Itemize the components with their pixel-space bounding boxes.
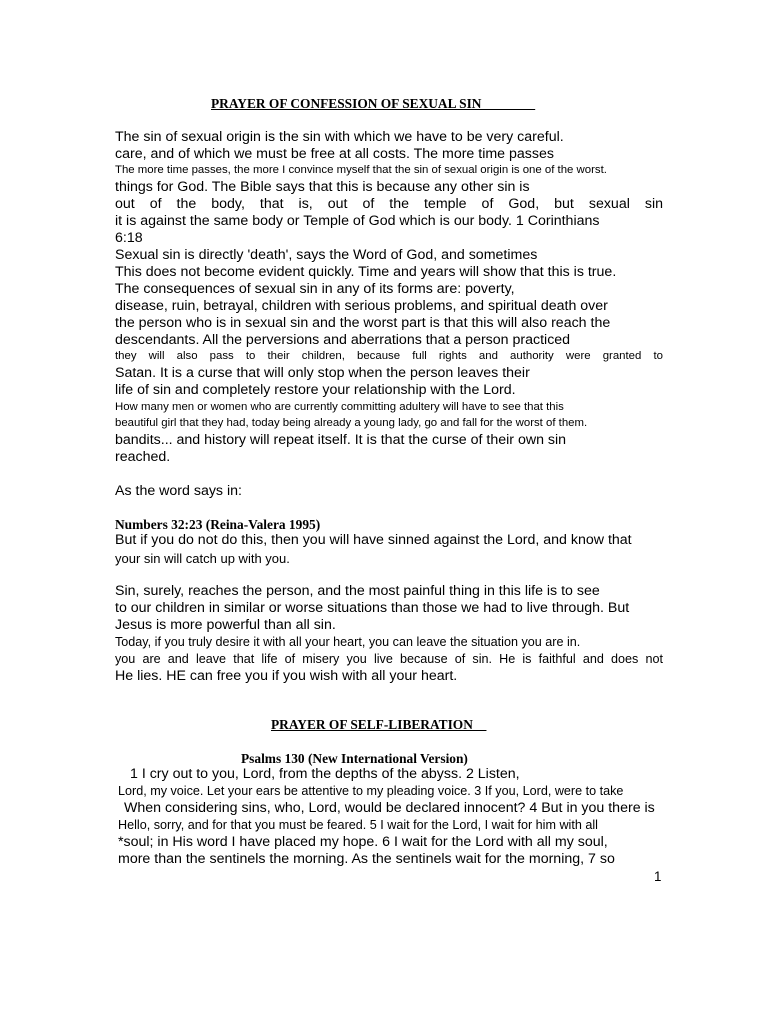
text-line: things for God. The Bible says that this is because any other sin is xyxy=(115,179,530,195)
text-line: out of the body, that is, out of the temple of God, but sexual sin xyxy=(115,196,663,212)
text-line: Sin, surely, reaches the person, and the most painful thing in this life is to see xyxy=(115,583,600,599)
text-line: But if you do not do this, then you will have sinned against the Lord, and know that xyxy=(115,532,632,548)
text-line: beautiful girl that they had, today being already a young lady, go and fall for the worst of them. xyxy=(115,417,588,429)
page-title: PRAYER OF CONFESSION OF SEXUAL SIN________ xyxy=(211,96,536,111)
text-line: care, and of which we must be free at all costs. The more time passes xyxy=(115,146,554,162)
text-line: When considering sins, who, Lord, would be declared innocent? 4 But in you there is xyxy=(124,800,655,816)
intro-sentence: As the word says in: xyxy=(115,483,242,499)
text-line: 1 I cry out to you, Lord, from the depths of the abyss. 2 Listen, xyxy=(130,766,520,782)
text-line: Jesus is more powerful than all sin. xyxy=(115,617,336,633)
text-line: your sin will catch up with you. xyxy=(115,551,290,566)
text-line: Lord, my voice. Let your ears be attentive to my pleading voice. 3 If you, Lord, were to take xyxy=(118,784,624,798)
text-line: He lies. HE can free you if you wish with all your heart. xyxy=(115,668,458,684)
section-title: PRAYER OF SELF-LIBERATION__ xyxy=(271,717,487,732)
text-line: Sexual sin is directly 'death', says the Word of God, and sometimes xyxy=(115,247,538,263)
text-line: The more time passes, the more I convince myself that the sin of sexual origin is one of the worst. xyxy=(115,164,607,176)
text-line: you are and leave that life of misery you live because of sin. He is faithful and does not xyxy=(115,652,663,666)
text-line: it is against the same body or Temple of God which is our body. 1 Corinthians xyxy=(115,213,600,229)
text-line: to our children in similar or worse situations than those we had to live through. But xyxy=(115,600,630,616)
text-line: This does not become evident quickly. Time and years will show that this is true. xyxy=(115,264,617,280)
text-line: Satan. It is a curse that will only stop when the person leaves their xyxy=(115,365,530,381)
text-line: descendants. All the perversions and aberrations that a person practiced xyxy=(115,332,571,348)
page-number: 1 xyxy=(654,869,662,884)
text-line: The sin of sexual origin is the sin with which we have to be very careful. xyxy=(115,129,564,145)
text-line: the person who is in sexual sin and the worst part is that this will also reach the xyxy=(115,315,611,331)
text-line: The consequences of sexual sin in any of its forms are: poverty, xyxy=(115,281,515,297)
text-line: they will also pass to their children, because full rights and authority were granted to xyxy=(115,350,663,362)
scripture-reference: Numbers 32:23 (Reina-Valera 1995) xyxy=(115,517,321,532)
text-line: reached. xyxy=(115,449,171,465)
text-line: *soul; in His word I have placed my hope. 6 I wait for the Lord with all my soul, xyxy=(118,834,608,850)
text-line: disease, ruin, betrayal, children with serious problems, and spiritual death over xyxy=(115,298,608,314)
text-line: bandits... and history will repeat itself. It is that the curse of their own sin xyxy=(115,432,567,448)
text-line: life of sin and completely restore your relationship with the Lord. xyxy=(115,382,516,398)
text-line: How many men or women who are currently committing adultery will have to see that this xyxy=(115,401,564,413)
text-line: Hello, sorry, and for that you must be feared. 5 I wait for the Lord, I wait for him with all xyxy=(118,818,598,832)
text-line: Today, if you truly desire it with all your heart, you can leave the situation you are in. xyxy=(115,635,581,649)
text-line: 6:18 xyxy=(115,230,143,246)
text-line: more than the sentinels the morning. As the sentinels wait for the morning, 7 so xyxy=(118,851,615,867)
scripture-reference: Psalms 130 (New International Version) xyxy=(241,751,468,766)
